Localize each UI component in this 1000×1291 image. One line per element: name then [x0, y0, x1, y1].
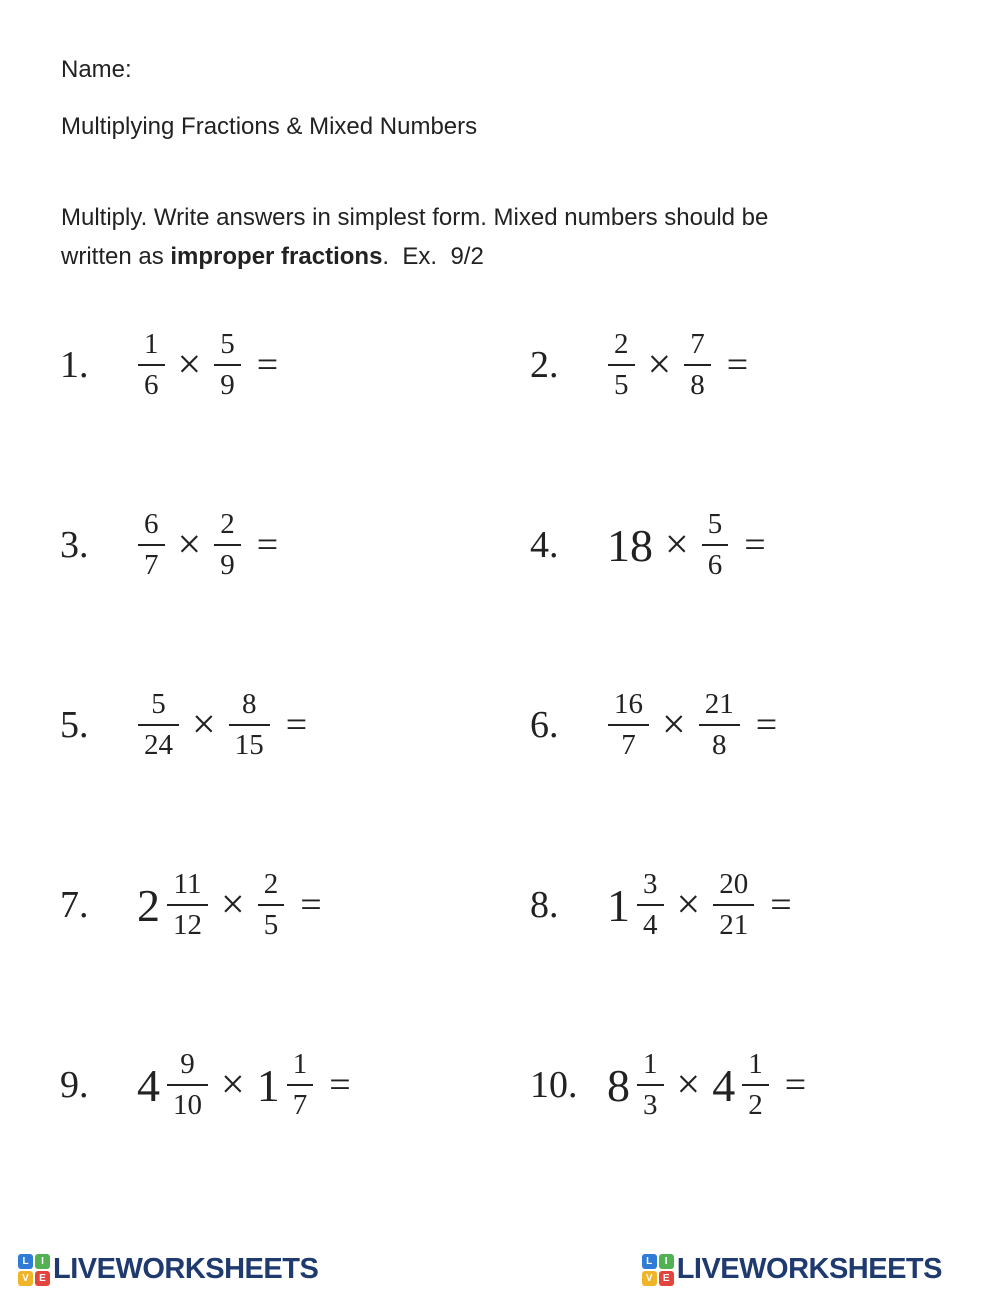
numerator: 1: [742, 1048, 769, 1086]
fraction: [608, 688, 649, 763]
instructions-line2-suffix: . Ex. 9/2: [382, 243, 484, 270]
answer-zone[interactable]: [278, 510, 408, 580]
times-sign: ×: [662, 702, 686, 748]
denominator: 7: [144, 549, 159, 581]
denominator: 2: [748, 1089, 763, 1121]
numerator: 8: [229, 688, 270, 726]
numerator: 5: [702, 508, 729, 546]
equals-sign: =: [256, 344, 279, 386]
expression: [604, 328, 878, 403]
name-label: Name:: [61, 56, 132, 83]
answer-zone[interactable]: [351, 1050, 481, 1120]
numerator: 2: [214, 508, 241, 546]
numerator: 9: [167, 1048, 208, 1086]
equals-sign: =: [744, 524, 766, 566]
fraction: [637, 868, 664, 943]
denominator: 21: [719, 909, 749, 941]
times-sign: ×: [221, 882, 245, 928]
problem-2: [470, 275, 1000, 455]
problem-number: 8.: [530, 884, 559, 926]
expression: [134, 1048, 481, 1123]
answer-zone[interactable]: [278, 330, 408, 400]
denominator: 10: [173, 1089, 202, 1121]
instructions-line1: Multiply. Write answers in simplest form. Mixed numbers should be: [61, 204, 769, 231]
times-sign: ×: [647, 342, 672, 388]
answer-zone[interactable]: [792, 870, 922, 940]
equals-sign: =: [770, 884, 792, 926]
fraction: [214, 328, 241, 403]
liveworksheets-tiles-icon: [642, 1254, 674, 1286]
logo-tile-l: L: [642, 1254, 657, 1269]
logo-tile-i: I: [659, 1254, 674, 1269]
times-sign: ×: [676, 1062, 701, 1108]
whole-number: 8: [607, 1059, 630, 1111]
whole-number: 2: [137, 879, 160, 931]
denominator: 5: [614, 369, 629, 401]
fraction: [167, 1048, 208, 1123]
equals-sign: =: [784, 1064, 807, 1106]
footer: [0, 1253, 1000, 1286]
denominator: 5: [263, 909, 279, 941]
whole-number: 1: [607, 879, 630, 931]
fraction: [699, 688, 740, 763]
fraction: [258, 868, 285, 943]
times-sign: ×: [177, 342, 202, 388]
logo-tile-e: E: [659, 1271, 674, 1286]
numerator: 5: [214, 328, 241, 366]
expression: [134, 688, 437, 763]
problem-number: 9.: [60, 1064, 89, 1106]
denominator: 9: [220, 369, 235, 401]
liveworksheets-tiles-icon: [18, 1254, 50, 1286]
problem-number: 2.: [530, 344, 559, 386]
numerator: 1: [287, 1048, 314, 1086]
times-sign: ×: [221, 1062, 245, 1108]
fraction: [684, 328, 711, 403]
expression: [604, 688, 907, 763]
problem-number: 7.: [60, 884, 89, 926]
denominator: 7: [621, 729, 636, 761]
problem-5: [0, 635, 470, 815]
instructions-line2: [61, 237, 768, 276]
expression: [134, 328, 408, 403]
expression: [604, 508, 896, 583]
fraction: [138, 508, 165, 583]
expression: [134, 508, 408, 583]
problem-number: 5.: [60, 704, 89, 746]
problem-9: [0, 995, 470, 1175]
instructions: [61, 198, 768, 276]
fraction: [702, 508, 729, 583]
numerator: 6: [138, 508, 165, 546]
numerator: 11: [167, 868, 208, 906]
problem-3: [0, 455, 470, 635]
denominator: 6: [144, 369, 159, 401]
numerator: 21: [699, 688, 740, 726]
times-sign: ×: [177, 522, 202, 568]
fraction: [713, 868, 754, 943]
problem-8: [470, 815, 1000, 995]
numerator: 1: [138, 328, 165, 366]
liveworksheets-logo[interactable]: [642, 1253, 942, 1286]
logo-tile-i: I: [35, 1254, 50, 1269]
fraction: [742, 1048, 769, 1123]
whole-number: 1: [256, 1059, 280, 1111]
logo-tile-v: V: [18, 1271, 33, 1286]
whole-number: 18: [607, 519, 653, 571]
denominator: 8: [711, 729, 727, 761]
instructions-line2-bold: improper fractions: [170, 243, 383, 270]
problem-1: [0, 275, 470, 455]
fraction: [608, 328, 635, 403]
problem-number: 10.: [530, 1064, 578, 1106]
denominator: 9: [220, 549, 235, 581]
numerator: 2: [608, 328, 635, 366]
denominator: 6: [707, 549, 723, 581]
problems-grid: [0, 275, 1000, 1175]
numerator: 20: [713, 868, 754, 906]
problem-number: 6.: [530, 704, 559, 746]
numerator: 1: [637, 1048, 664, 1086]
fraction: [138, 688, 179, 763]
times-sign: ×: [676, 882, 701, 928]
problem-number: 1.: [60, 344, 89, 386]
expression: [604, 1048, 936, 1123]
equals-sign: =: [329, 1064, 351, 1106]
answer-zone[interactable]: [748, 330, 878, 400]
denominator: 3: [643, 1089, 658, 1121]
denominator: 7: [292, 1089, 308, 1121]
numerator: 2: [258, 868, 285, 906]
numerator: 7: [684, 328, 711, 366]
fraction: [167, 868, 208, 943]
logo-tile-l: L: [18, 1254, 33, 1269]
problem-7: [0, 815, 470, 995]
equals-sign: =: [285, 704, 308, 746]
liveworksheets-logo[interactable]: [18, 1253, 318, 1286]
answer-zone[interactable]: [777, 690, 907, 760]
fraction: [637, 1048, 664, 1123]
equals-sign: =: [755, 704, 778, 746]
answer-zone[interactable]: [766, 510, 896, 580]
instructions-line2-prefix: written as: [61, 243, 171, 270]
denominator: 8: [690, 369, 705, 401]
denominator: 4: [643, 909, 658, 941]
problem-number: 4.: [530, 524, 559, 566]
denominator: 12: [173, 909, 202, 941]
fraction: [138, 328, 165, 403]
answer-zone[interactable]: [806, 1050, 936, 1120]
answer-zone[interactable]: [307, 690, 437, 760]
numerator: 3: [637, 868, 664, 906]
brand-wordmark: LIVEWORKSHEETS: [676, 1253, 942, 1285]
numerator: 16: [608, 688, 649, 726]
denominator: 15: [234, 729, 264, 761]
problem-6: [470, 635, 1000, 815]
worksheet-title: Multiplying Fractions & Mixed Numbers: [61, 113, 478, 140]
whole-number: 4: [712, 1059, 736, 1111]
fraction: [287, 1048, 314, 1123]
whole-number: 4: [137, 1059, 160, 1111]
equals-sign: =: [726, 344, 749, 386]
equals-sign: =: [300, 884, 322, 926]
fraction: [214, 508, 241, 583]
times-sign: ×: [192, 702, 216, 748]
problem-10: [470, 995, 1000, 1175]
expression: [604, 868, 922, 943]
expression: [134, 868, 452, 943]
equals-sign: =: [256, 524, 279, 566]
problem-4: [470, 455, 1000, 635]
answer-zone[interactable]: [322, 870, 452, 940]
denominator: 24: [144, 729, 173, 761]
numerator: 5: [138, 688, 179, 726]
logo-tile-v: V: [642, 1271, 657, 1286]
logo-tile-e: E: [35, 1271, 50, 1286]
brand-wordmark: LIVEWORKSHEETS: [53, 1253, 319, 1285]
times-sign: ×: [665, 522, 689, 568]
problem-number: 3.: [60, 524, 89, 566]
fraction: [229, 688, 270, 763]
